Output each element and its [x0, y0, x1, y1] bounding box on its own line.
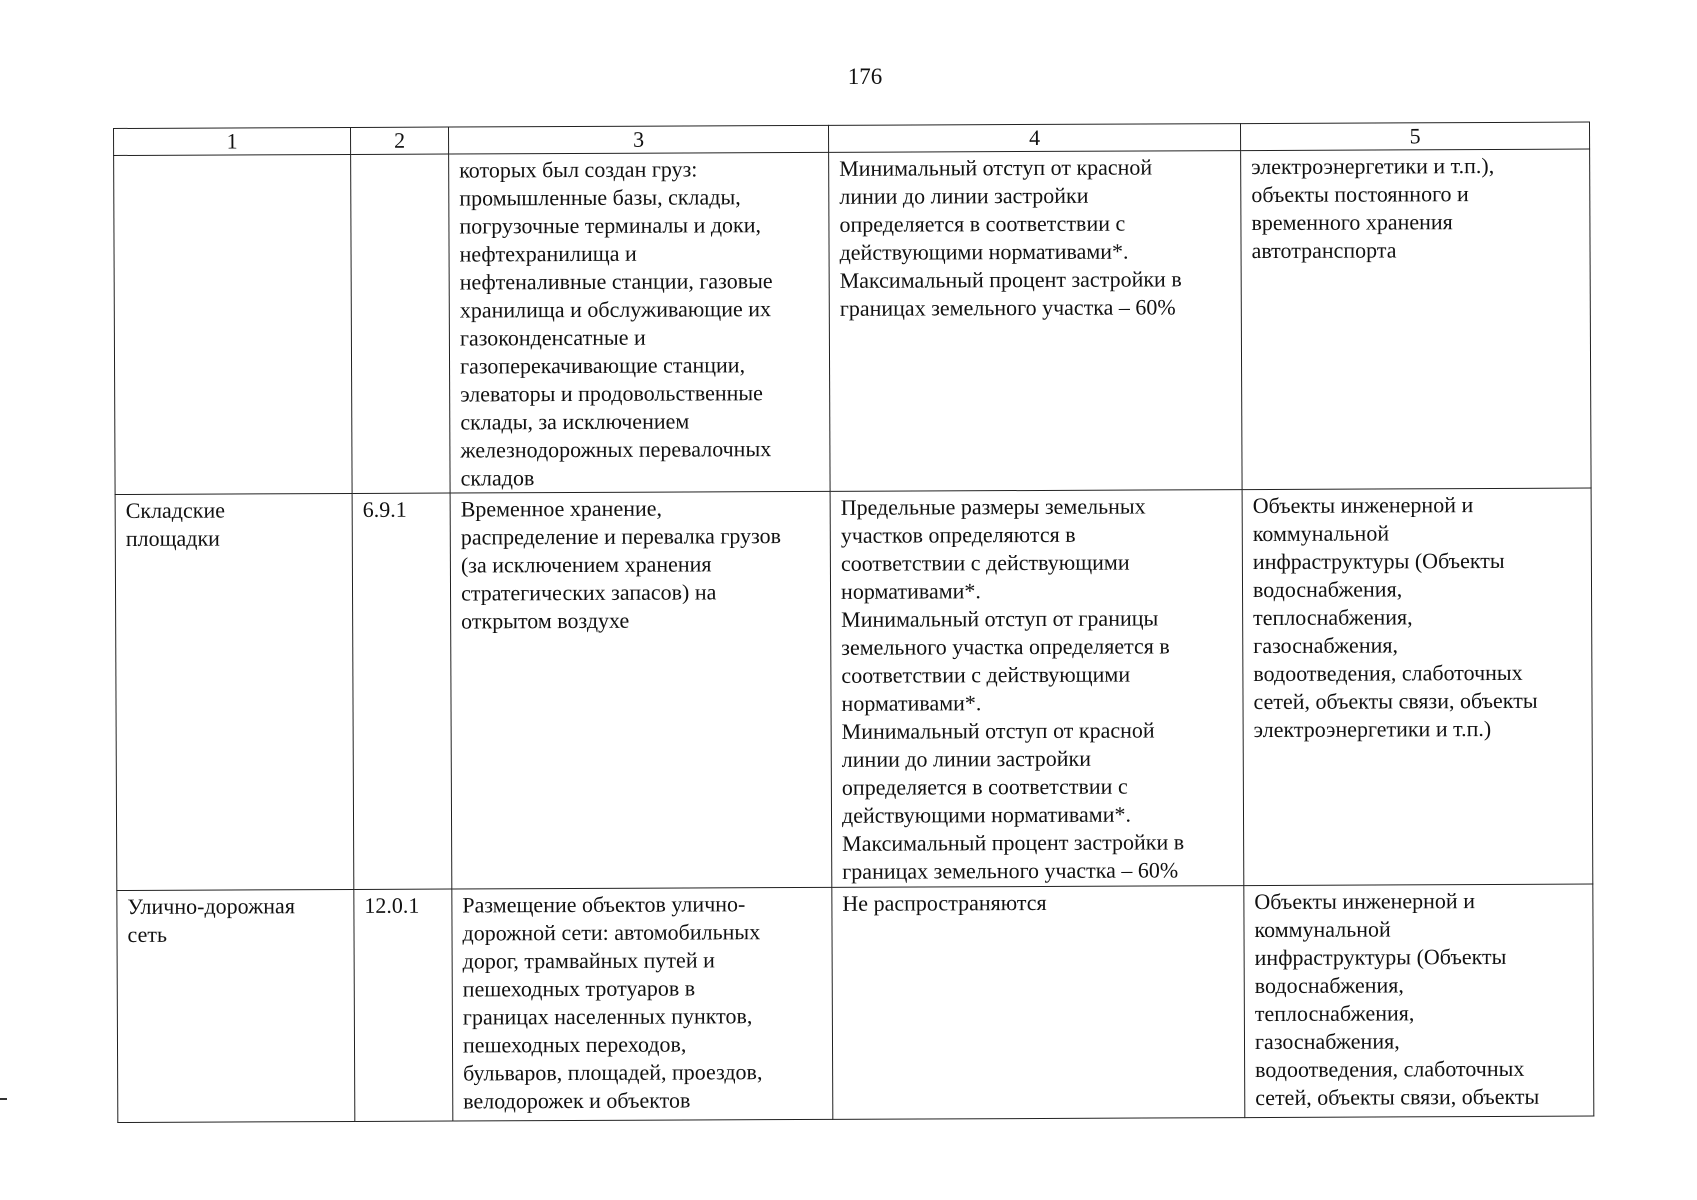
table-row	[114, 149, 1591, 494]
row-use-auxiliary: Объекты инженерной и коммунальной инфраструктуры (Объекты водоснабжения, теплоснабжения, газоснабжения, водоотведения, слаботочных сетей, объекты связи, объекты	[1244, 884, 1594, 1118]
table-row	[117, 884, 1594, 1122]
row-use-code: 12.0.1	[354, 889, 453, 1121]
row-use-parameters: Не распространяются	[832, 886, 1245, 1120]
row-use-name: Улично-дорожная сеть	[117, 889, 355, 1122]
row-use-description: которых был создан груз: промышленные базы, склады, погрузочные терминалы и доки, нефтехранилища и нефтеналивные станции, газовые хранилища и обслуживающие их газоконденсатные и газоперекачивающие станции, элеваторы и продовольственные склады, за исключением железнодорожных перевалочных складов	[449, 152, 830, 493]
header-col-3: 3	[448, 125, 828, 154]
regulations-table	[113, 122, 1594, 1123]
row-use-code	[351, 154, 450, 493]
row-use-name: Складские площадки	[115, 493, 354, 890]
page-number: 176	[847, 64, 883, 89]
header-col-1: 1	[114, 127, 351, 155]
header-col-2: 2	[350, 127, 448, 154]
row-use-description: Временное хранение, распределение и перевалка грузов (за исключением хранения стратегических запасов) на открытом воздухе	[450, 491, 832, 889]
row-use-code: 6.9.1	[352, 493, 452, 889]
table-row	[115, 488, 1593, 890]
header-col-5: 5	[1240, 122, 1589, 151]
header-col-4: 4	[828, 124, 1240, 153]
row-use-name	[114, 154, 352, 494]
scan-edge-mark	[0, 1098, 7, 1100]
row-use-parameters: Предельные размеры земельных участков определяются в соответствии с действующими нормативами*. Минимальный отступ от границы земельного участка определяется в соответствии с действующими нормативами*. Минимальный отступ от красной линии до линии застройки определяется в соответствии с действующими нормативами*. Максимальный процент застройки в границах земельного участка – 60%	[830, 490, 1244, 888]
row-use-auxiliary: Объекты инженерной и коммунальной инфраструктуры (Объекты водоснабжения, теплоснабжения, газоснабжения, водоотведения, слаботочных сетей, объекты связи, объекты электроэнергетики и т.п.)	[1242, 488, 1593, 886]
row-use-description: Размещение объектов улично- дорожной сети: автомобильных дорог, трамвайных путей и пешеходных тротуаров в границах населенных пунктов, пешеходных переходов, бульваров, площадей, проездов, велодорожек и объектов	[452, 887, 833, 1121]
row-use-auxiliary: электроэнергетики и т.п.), объекты постоянного и временного хранения автотранспорта	[1241, 149, 1591, 490]
row-use-parameters: Минимальный отступ от красной линии до линии застройки определяется в соответствии с действующими нормативами*. Максимальный процент застройки в границах земельного участка – 60%	[829, 151, 1242, 492]
